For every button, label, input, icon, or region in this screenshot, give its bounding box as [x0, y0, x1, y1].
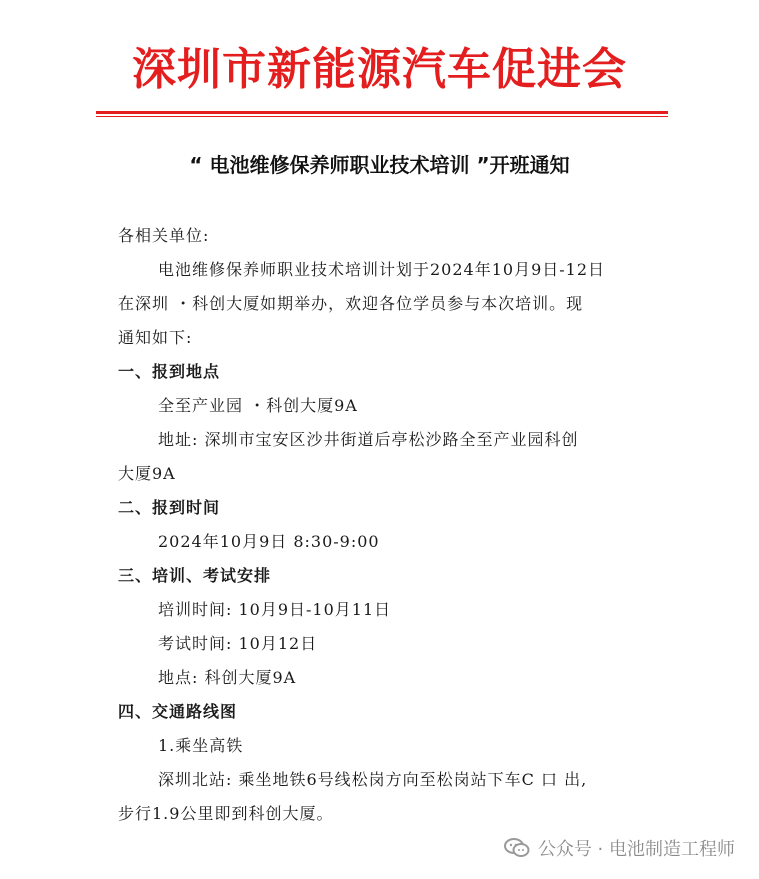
document-title: “ 电池维修保养师职业技术培训 ”开班通知 — [189, 153, 570, 177]
intro-line-3: 通知如下: — [118, 328, 193, 347]
watermark-text: 公众号 · 电池制造工程师 — [537, 839, 735, 860]
section-heading-transport: 四、交通路线图 — [118, 702, 238, 721]
registration-time: 2024年10月9日 8:30-9:00 — [158, 532, 380, 551]
training-time: 培训时间: 10月9日-10月11日 — [158, 600, 392, 619]
location-address-line-1: 地址: 深圳市宝安区沙井街道后亭松沙路全至产业园科创 — [158, 430, 579, 449]
org-title: 深圳市新能源汽车促进会 — [132, 44, 627, 95]
header-rule-thin — [96, 116, 668, 117]
exam-time: 考试时间: 10月12日 — [158, 634, 318, 653]
transport-option-rail: 1.乘坐高铁 — [158, 736, 244, 755]
section-heading-time: 二、报到时间 — [118, 498, 221, 517]
watermark — [504, 835, 735, 861]
location-venue: 全至产业园 ・科创大厦9A — [158, 396, 358, 415]
header-rule-thick — [96, 111, 668, 114]
exam-location: 地点: 科创大厦9A — [158, 668, 297, 687]
section-heading-location: 一、报到地点 — [118, 362, 221, 381]
salutation: 各相关单位: — [118, 226, 210, 245]
document-body — [118, 219, 642, 831]
intro-line-1: 电池维修保养师职业技术培训计划于2024年10月9日-12日 — [158, 260, 606, 279]
location-address-line-2: 大厦9A — [118, 464, 176, 483]
section-heading-schedule: 三、培训、考试安排 — [118, 566, 272, 585]
transport-route-line-2: 步行1.9公里即到科创大厦。 — [118, 804, 334, 823]
wechat-icon — [504, 838, 530, 858]
transport-route-line-1: 深圳北站: 乘坐地铁6号线松岗方向至松岗站下车C 口 出, — [158, 770, 588, 789]
intro-line-2: 在深圳 ・科创大厦如期举办，欢迎各位学员参与本次培训。现 — [118, 294, 584, 313]
